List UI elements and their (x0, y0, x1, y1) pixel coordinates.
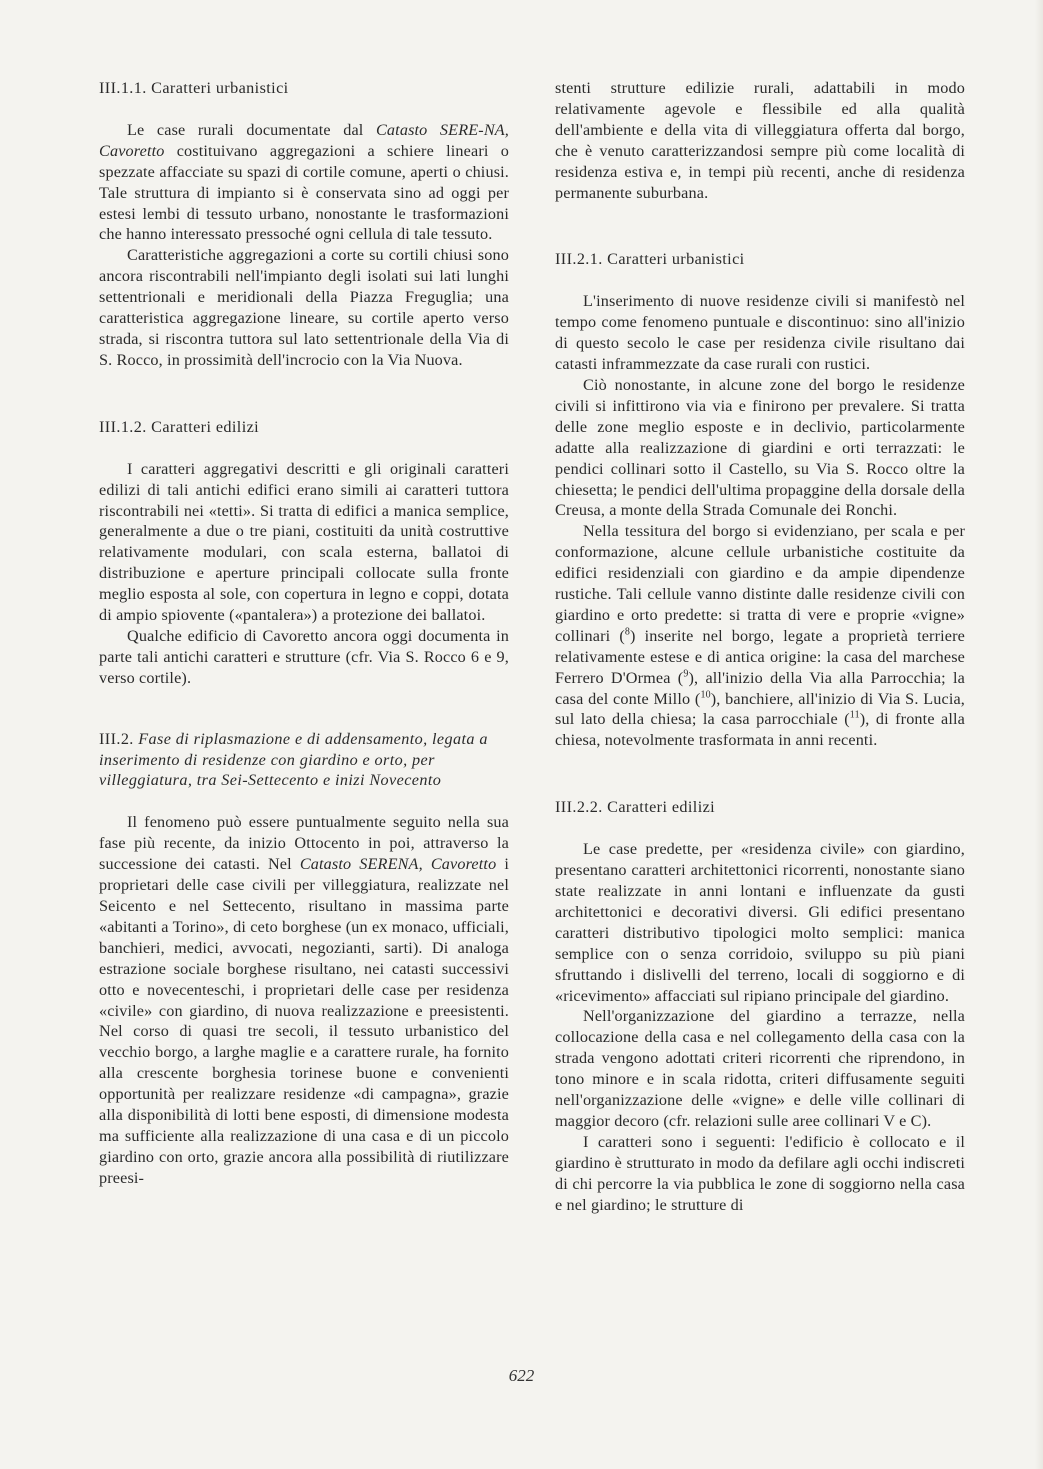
heading-iii-2-2: III.2.2. Caratteri edilizi (555, 798, 716, 817)
paragraph-tessitura-borgo: Nella tessitura del borgo si evidenziano, per scala e per conformazione, alcune cellule urbanistiche costituite da edifici residenziali con giardino e da ampie dipendenze rustiche. Tali cellule vanno distinte dalle residenze civili con giardino e orto predette: si tratta di vere e proprie «vigne» collinari ($^8$) inserite nel borgo, legate a proprietà terriere relativamente estese e di antica origine: la casa del marchese Ferrero D'Ormea ($^9$), all'inizio della Via alla Parrocchia; la casa del conte Millo ($^{10}$), banchiere, all'inizio di Via S. Lucia, sul lato della chiesa; la casa parrocchiale ($^{11}$), di fronte alla chiesa, notevolmente trasformata in anni recenti. (555, 522, 965, 750)
footnote-ref-8: 8 (624, 626, 631, 638)
paragraph-fenomeno: Il fenomeno può essere puntualmente seguito nella sua fase più recente, da inizio Ottocento in poi, attraverso la successione dei catasti. Nel Catasto SERENA, Cavoretto i proprietari delle case civili per villeggiatura, realizzate nel Seicento e nel Settecento, risultano in massima parte «abitanti a Torino», di ceto borghese (un ex monaco, ufficiali, banchieri, medici, avvocati, negozianti, sarti). Di analoga estrazione sociale borghese risultano, nei catasti successivi otto e novecenteschi, i proprietari delle case per residenza «civile» con giardino, di nuova realizzazione e preesistenti. Nel corso di quasi tre secoli, il tessuto urbanistico del vecchio borgo, a larghe maglie e a carattere rurale, ha fornito alla crescente borghesia torinese buone e convenienti opportunità per realizzare residenze «di campagna», grazie alla disponibilità di lotti bene esposti, di dimensione modesta ma sufficiente alla realizzazione di una casa e di un piccolo giardino con orto, grazie ancora alla possibilità di riutilizzare preesi- (99, 813, 509, 1187)
left-column (99, 78, 509, 1189)
footnote-ref-11: 11 (849, 710, 860, 722)
footnote-ref-9: 9 (683, 668, 689, 680)
paragraph-case-rurali: Le case rurali documentate dal Catasto SERE-NA, Cavoretto costituivano aggregazioni a schiere lineari o spezzate affacciate su spazi di cortile comune, aperti o chiusi. Tale struttura di impianto si è conservata sino ad oggi per estesi lembi di tessuto urbano, nonostante le trasformazioni che hanno interessato pressoché ogni cellula di tale tessuto. (99, 120, 510, 244)
right-column (555, 78, 965, 1216)
paragraph-case-predette: Le case predette, per «residenza civile» con giardino, presentano caratteri architettonici ricorrenti, nonostante siano state realizzate in anni lontani e influenzate da gusti architettonici e decorativi diversi. Gli edifici presentano caratteri distributivo tipologici molto semplici: manica semplice con o senza corridoio, sviluppo su più piani sfruttando i dislivelli del terreno, locali di soggiorno e di «ricevimento» affacciati sul ripiano principale del giardino. (555, 840, 965, 1005)
heading-iii-1-2: III.1.2. Caratteri edilizi (99, 417, 260, 436)
footnote-ref-10: 10 (700, 689, 711, 701)
heading-iii-1-1: III.1.1. Caratteri urbanistici (99, 79, 289, 97)
page-edge-shadow (1035, 0, 1043, 1469)
paragraph-giardino-terrazze: Nell'organizzazione del giardino a terrazze, nella collocazione della casa e nel collegamento della casa con la strada vengono adottati criteri ricorrenti che riprendono, in tono minore e in scala ridotta, criteri diffusamente seguiti nell'organizzazione delle «vigne» e delle ville collinari di maggior decoro (cfr. relazioni sulle aree collinari V e C). (555, 1007, 965, 1130)
page-number: 622 (508, 1366, 535, 1385)
paragraph-inserimento: L'inserimento di nuove residenze civili si manifestò nel tempo come fenomeno puntuale e discontinuo: sino all'inizio di questo secolo le case per residenza civile risultano dai catasti inframmezzate da case rurali con rustici. (555, 292, 965, 374)
paragraph-continuation: stenti strutture edilizie rurali, adattabili in modo relativamente agevole e flessibile ed alla qualità dell'ambiente e della vita di villeggiatura offerta dal borgo, che è venuto caratterizzandosi sempre più come località di residenza estiva e, in tempi più recenti, anche di residenza permanente suburbana. (555, 79, 965, 202)
paragraph-caratteri-aggregativi: I caratteri aggregativi descritti e gli originali caratteri edilizi di tali antichi edifici erano simili ai caratteri tuttora riscontrabili nei «tetti». Si tratta di edifici a manica semplice, generalmente a due o tre piani, costituiti da unità costruttive relativamente modulari, con scala esterna, ballatoi di distribuzione e aperture principali collocate sulla fronte meglio esposta al sole, con copertura in legno e coppi, dotata di ampio spiovente («pantalera») a protezione dei ballatoi. (99, 459, 509, 625)
catasto-citation-2: Catasto SERENA, Cavoretto (299, 855, 497, 874)
paragraph-aggregazioni-corte: Caratteristiche aggregazioni a corte su cortili chiusi sono ancora riscontrabili nell'impianto degli isolati sui lati lunghi settentrionali e meridionali della Piazza Freguglia; una caratteristica aggregazione lineare, su cortile aperto verso strada, si riscontra tuttora sul lato settentrionale della Via di S. Rocco, in prossimità dell'incrocio con la Via Nuova. (99, 246, 509, 369)
paragraph-edificio-cavoretto: Qualche edificio di Cavoretto ancora oggi documenta in parte tali antichi caratteri e strutture (cfr. Via S. Rocco 6 e 9, verso cortile). (99, 626, 509, 687)
heading-iii-2: III.2. Fase di riplasmazione e di addensamento, legata a inserimento di residenze con giardino e orto, per villeggiatura, tra Sei-Settecento e inizi Novecento (99, 729, 488, 790)
heading-iii-2-1: III.2.1. Caratteri urbanistici (555, 250, 745, 269)
paragraph-caratteri-seguenti: I caratteri sono i seguenti: l'edificio è collocato e il giardino è strutturato in modo da defilare agli occhi indiscreti di chi percorre la via pubblica le zone di soggiorno nella casa e nel giardino; le strutture di (555, 1132, 965, 1214)
paragraph-zone-borgo: Ciò nonostante, in alcune zone del borgo le residenze civili si infittirono via via e finirono per prevalere. Si tratta delle zone meglio esposte e in declivio, particolarmente adatte alla realizzazione di giardini e orti terrazzati: le pendici collinari sotto il Castello, su Via S. Rocco oltre la chiesetta; le pendici dell'ultima propaggine della dorsale della Creusa, a monte della Strada Comunale dei Ronchi. (555, 375, 965, 520)
catasto-citation: Catasto SERE-NA, Cavoretto (99, 120, 510, 160)
